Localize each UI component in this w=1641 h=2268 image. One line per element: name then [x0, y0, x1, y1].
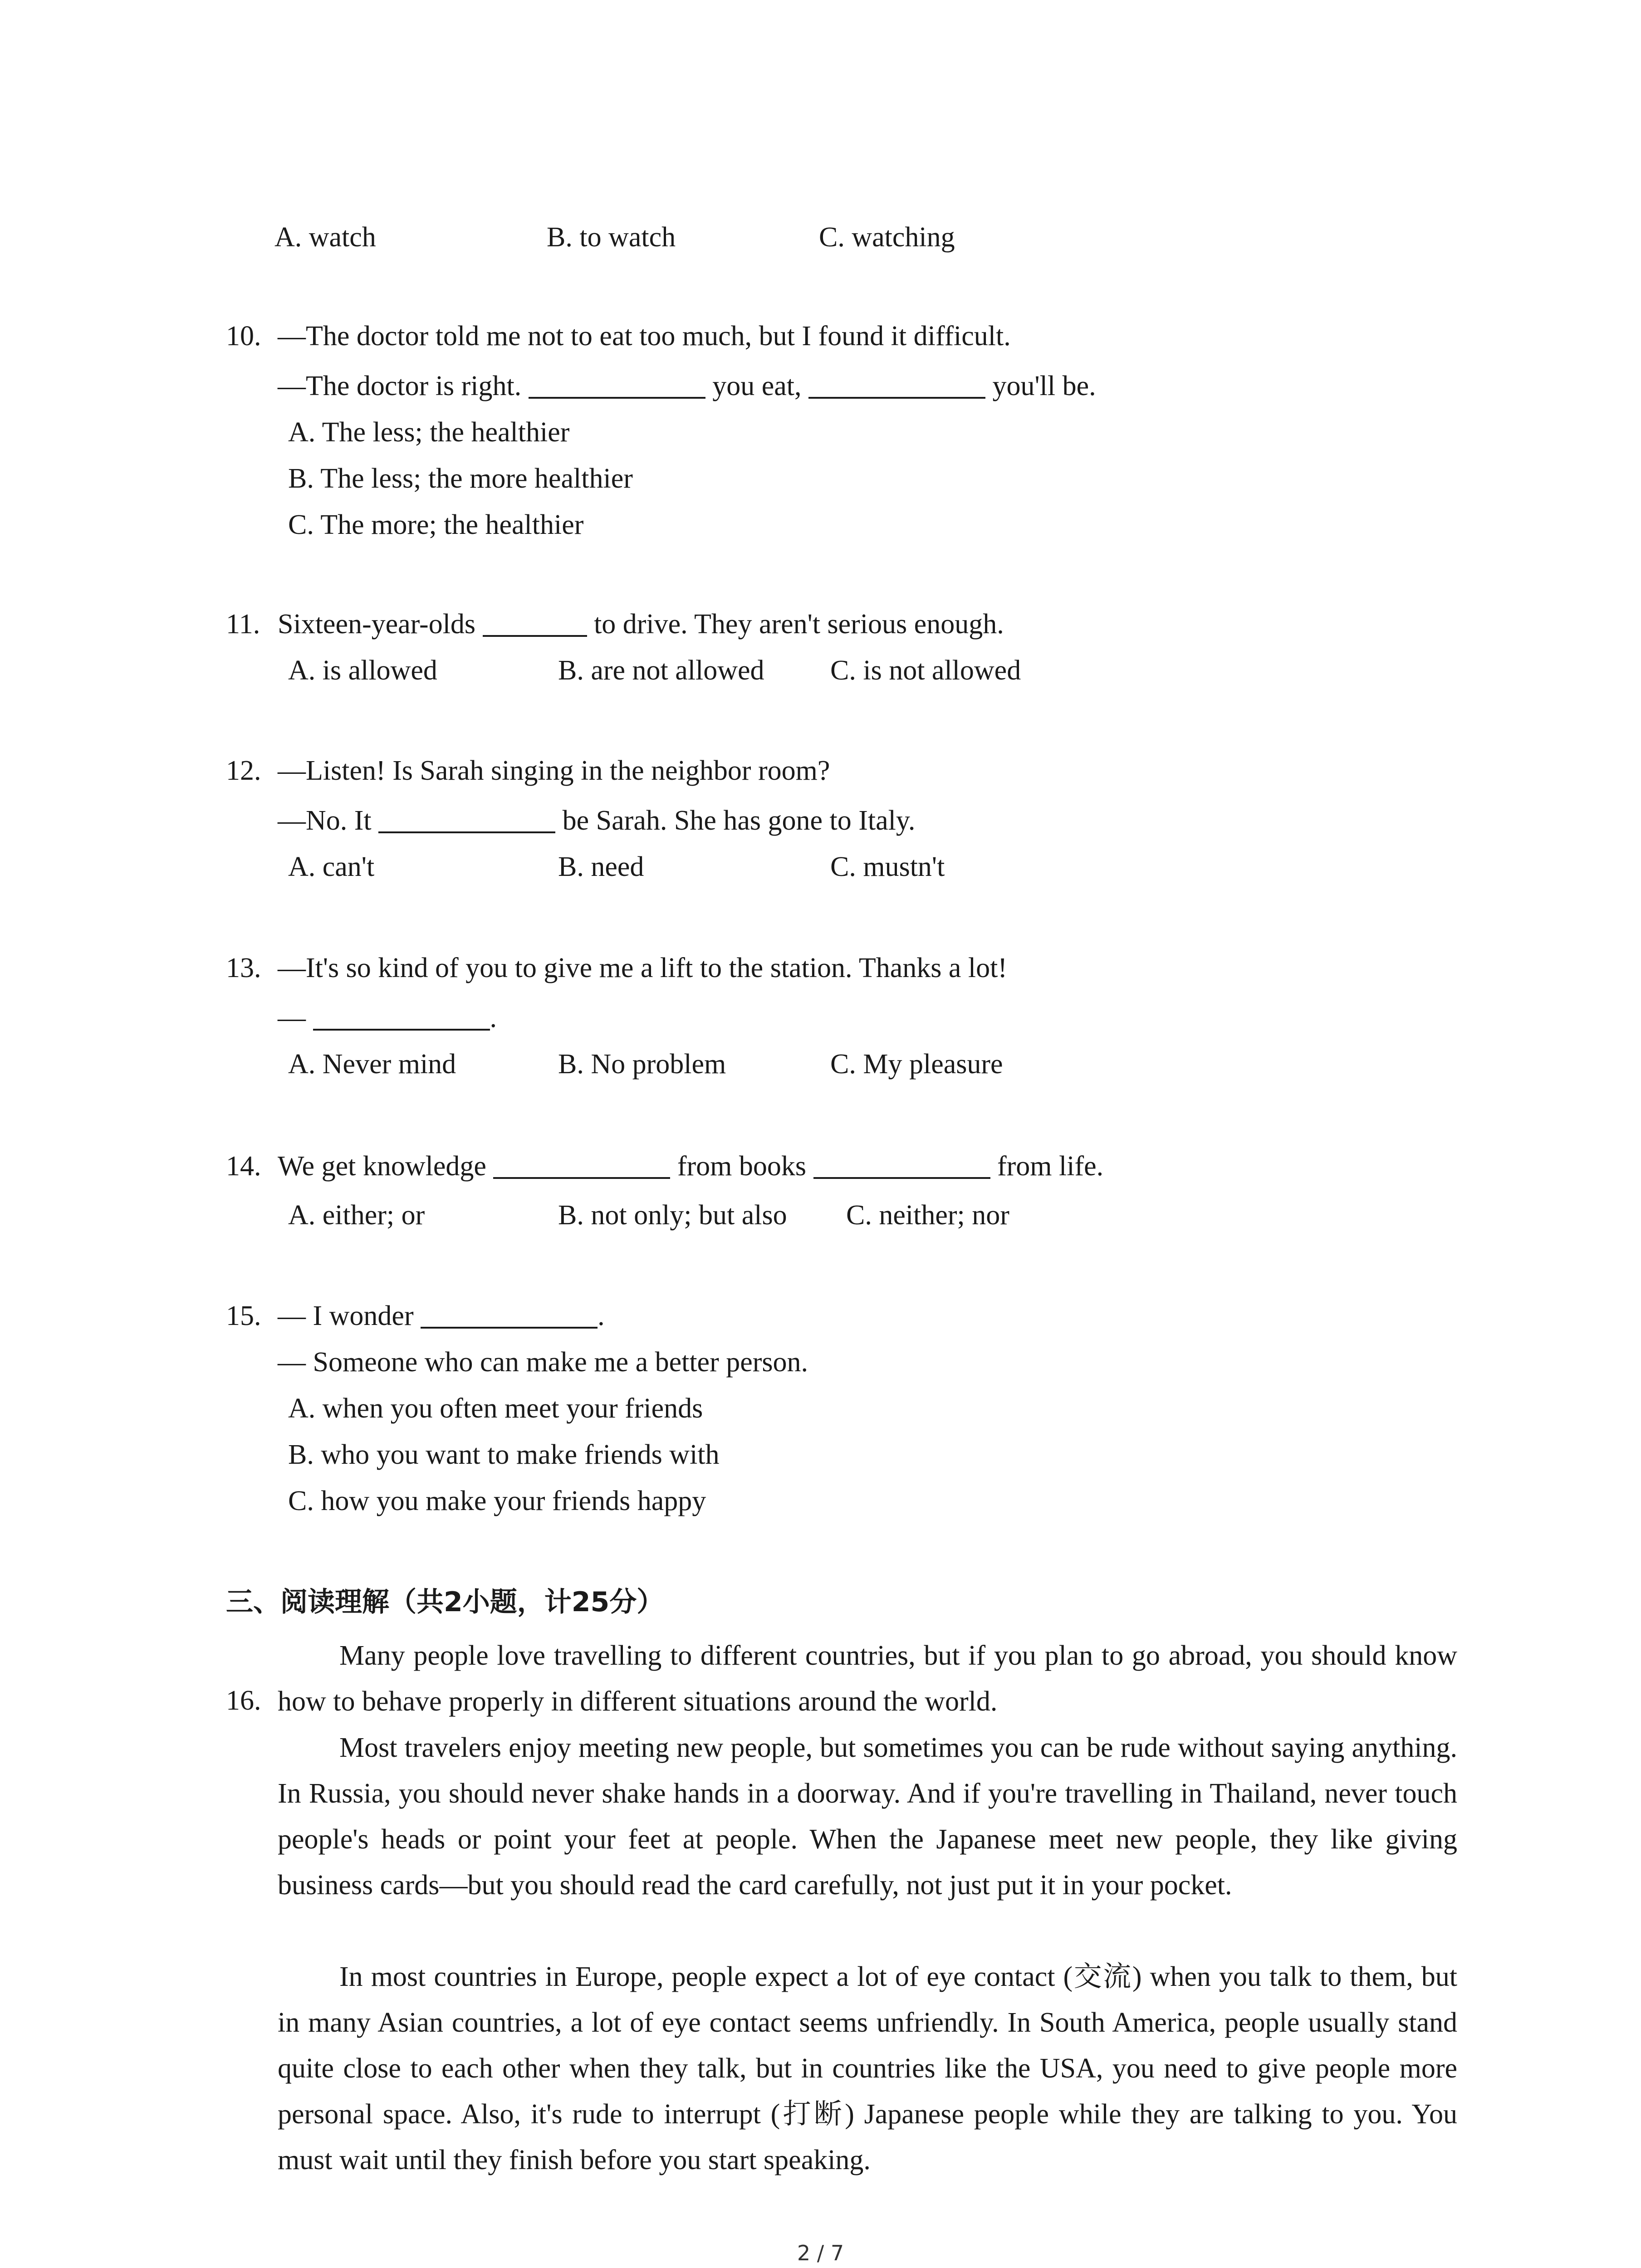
passage-paragraph-2: Most travelers enjoy meeting new people, but sometimes you can be rude without saying anything. In Russia, you should never shake hands in a doorway. And if you're travelling in Thailand, never touch people's heads or point your feet at people. When the Japanese meet new people, they like giving business cards—but you should read the card carefully, not just put it in your pocket.	[278, 1732, 1457, 1901]
page-number: 2 / 7	[797, 2241, 844, 2265]
q15-text-b: .	[598, 1300, 605, 1331]
q11-line1	[278, 610, 1004, 638]
q10-line2-text-c: you'll be.	[985, 371, 1096, 401]
q11-number: 11.	[226, 609, 260, 640]
q14-text-b: from books	[670, 1151, 813, 1182]
q15-text-a: — I wonder	[278, 1300, 421, 1331]
q13-text-a: —	[278, 1002, 313, 1033]
q15-line1	[278, 1302, 605, 1330]
q13-number: 13.	[226, 953, 261, 983]
q9-option-c: C. watching	[819, 222, 955, 253]
q14-option-a: A. either; or	[288, 1200, 425, 1231]
passage-paragraph-3: In most countries in Europe, people expect a lot of eye contact (交流) when you talk to them, but in many Asian countries, a lot of eye contact seems unfriendly. In South America, people usually stand quite close to each other when they talk, but in countries like the USA, you need to give people more personal space. Also, it's rude to interrupt (打断) Japanese people while they are talking to you. You must wait until they finish before you start speaking.	[278, 1961, 1457, 2175]
q14-option-b: B. not only; but also	[558, 1200, 787, 1231]
q11-blank	[483, 612, 587, 637]
q13-line1: —It's so kind of you to give me a lift to the station. Thanks a lot!	[278, 953, 1008, 983]
q13-option-c: C. My pleasure	[830, 1049, 1003, 1080]
q10-number: 10.	[226, 321, 261, 352]
q11-text-b: to drive. They aren't serious enough.	[587, 609, 1004, 640]
q14-blank-2	[813, 1154, 990, 1179]
q12-line2	[278, 807, 915, 835]
q10-blank-2	[808, 374, 985, 399]
q12-option-b: B. need	[558, 851, 644, 882]
q12-text-a: —No. It	[278, 805, 379, 836]
q14-text-c: from life.	[990, 1151, 1104, 1182]
q13-line2	[278, 1004, 497, 1032]
q14-text-a: We get knowledge	[278, 1151, 494, 1182]
q15-option-b: B. who you want to make friends with	[288, 1439, 720, 1470]
q10-option-b: B. The less; the more healthier	[288, 463, 633, 494]
q11-option-b: B. are not allowed	[558, 655, 764, 686]
q10-line2-text-a: —The doctor is right.	[278, 371, 529, 401]
q15-option-c: C. how you make your friends happy	[288, 1486, 706, 1516]
q14-blank-1	[493, 1154, 670, 1179]
q11-option-c: C. is not allowed	[830, 655, 1021, 686]
passage-paragraph-1: Many people love travelling to different countries, but if you plan to go abroad, you should know how to behave properly in different situations around the world.	[278, 1640, 1457, 1717]
q12-line1: —Listen! Is Sarah singing in the neighbor room?	[278, 755, 830, 786]
q12-blank	[378, 809, 555, 833]
q14-option-c: C. neither; nor	[846, 1200, 1009, 1231]
q9-option-a: A. watch	[274, 222, 376, 253]
q10-line2-text-b: you eat,	[705, 371, 808, 401]
q9-option-b: B. to watch	[547, 222, 676, 253]
q13-option-a: A. Never mind	[288, 1049, 456, 1080]
q12-number: 12.	[226, 755, 261, 786]
q14-line1	[278, 1152, 1103, 1180]
q12-option-c: C. mustn't	[830, 851, 945, 882]
q10-line1: —The doctor told me not to eat too much, but I found it difficult.	[278, 321, 1011, 352]
q11-option-a: A. is allowed	[288, 655, 437, 686]
q11-text-a: Sixteen-year-olds	[278, 609, 483, 640]
q15-option-a: A. when you often meet your friends	[288, 1393, 703, 1424]
q10-option-c: C. The more; the healthier	[288, 509, 584, 540]
q15-blank	[421, 1304, 598, 1329]
q10-blank-1	[529, 374, 705, 399]
q15-number: 15.	[226, 1300, 261, 1331]
q14-number: 14.	[226, 1151, 261, 1182]
section-heading: 三、阅读理解（共2小题，计25分）	[226, 1586, 664, 1618]
q13-option-b: B. No problem	[558, 1049, 726, 1080]
q10-line2	[278, 372, 1096, 400]
q13-text-b: .	[490, 1002, 497, 1033]
q12-option-a: A. can't	[288, 851, 375, 882]
q12-text-b: be Sarah. She has gone to Italy.	[555, 805, 916, 836]
q15-line2: — Someone who can make me a better person.	[278, 1347, 808, 1378]
q10-option-a: A. The less; the healthier	[288, 417, 570, 448]
q16-number: 16.	[226, 1685, 261, 1716]
q13-blank	[313, 1006, 490, 1031]
